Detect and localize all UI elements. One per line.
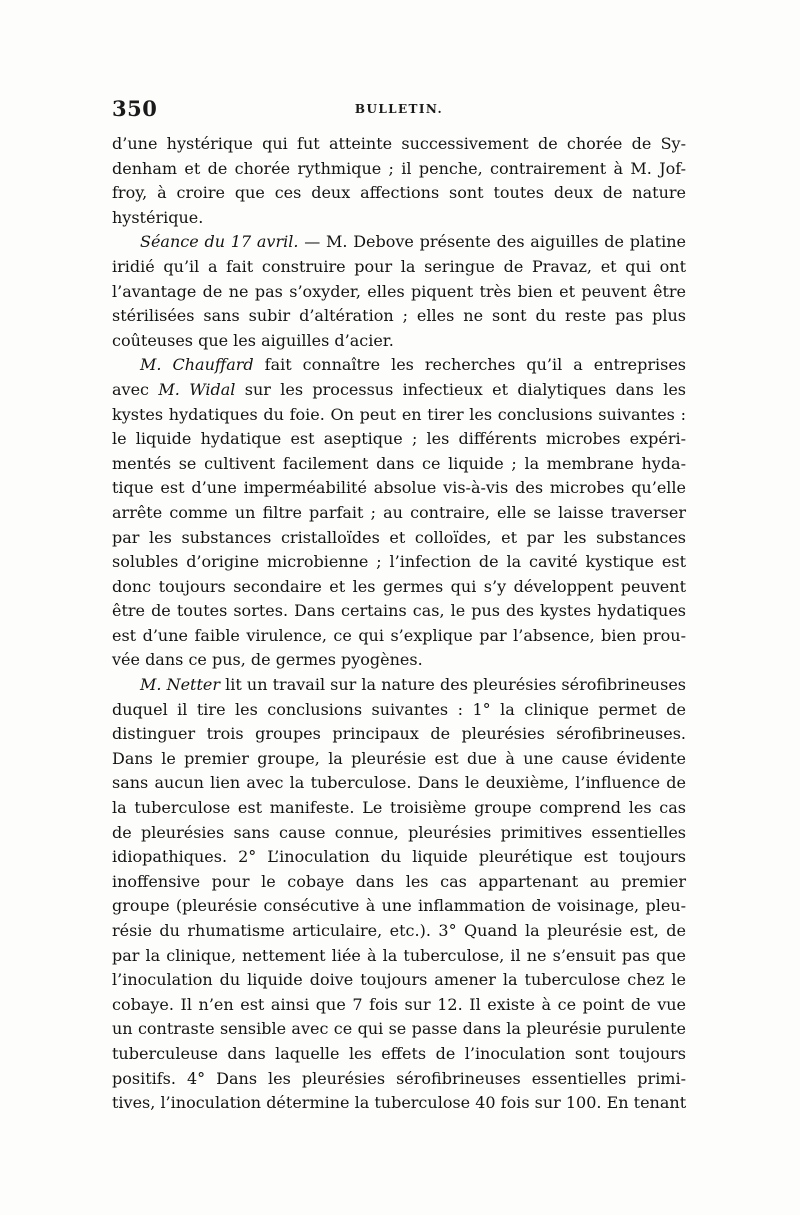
text-line: kystes hydatiques du foie. On peut en tirer les conclusions suivantes : xyxy=(112,404,686,424)
text-line: cobaye. Il n’en est ainsi que 7 fois sur 12. Il existe à ce point de vue xyxy=(112,994,686,1014)
text-line: être de toutes sortes. Dans certains cas, le pus des kystes hydatiques xyxy=(112,601,686,621)
text-line: inoffensive pour le cobaye dans les cas appartenant au premier xyxy=(112,871,686,891)
text-line: l’avantage de ne pas s’oxyder, elles piquent très bien et peuvent être xyxy=(112,281,686,301)
session-date: Séance du 17 avril. xyxy=(140,232,299,252)
author-name: M. Chauffard xyxy=(140,355,254,375)
text-line: par les substances cristalloïdes et colloïdes, et par les substances xyxy=(112,527,686,547)
text-line: tives, l’inoculation détermine la tuberculose 40 fois sur 100. En tenant xyxy=(112,1093,687,1113)
text-line: groupe (pleurésie consécutive à une inflammation de voisinage, pleu- xyxy=(112,896,686,916)
text-line: arrête comme un filtre parfait ; au contraire, elle se laisse traverser xyxy=(112,502,686,522)
text-line: mentés se cultivent facilement dans ce liquide ; la membrane hyda- xyxy=(112,453,686,473)
text-line: M. Netter lit un travail sur la nature des pleurésies sérofibrineuses xyxy=(140,675,686,695)
author-name: M. Widal xyxy=(158,379,236,399)
text-line: iridié qu’il a fait construire pour la seringue de Pravaz, et qui ont xyxy=(112,256,686,276)
text-line: sans aucun lien avec la tuberculose. Dans le deuxième, l’influence de xyxy=(112,773,686,793)
text-line: un contraste sensible avec ce qui se passe dans la pleurésie purulente xyxy=(112,1019,686,1039)
text-line: idiopathiques. 2° L’inoculation du liquide pleurétique est toujours xyxy=(112,847,686,867)
text-line: avec M. Widal sur les processus infectieux et dialytiques dans les xyxy=(112,379,687,399)
text-line: par la clinique, nettement liée à la tuberculose, il ne s’ensuit pas que xyxy=(112,945,686,965)
text-line: M. Chauffard fait connaître les recherches qu’il a entreprises xyxy=(140,355,686,375)
text-line: froy, à croire que ces deux affections sont toutes deux de nature xyxy=(112,183,686,203)
text-line: positifs. 4° Dans les pleurésies sérofibrineuses essentielles primi- xyxy=(112,1068,686,1088)
text-line: duquel il tire les conclusions suivantes : 1° la clinique permet de xyxy=(112,699,686,719)
text-line: solubles d’origine microbienne ; l’infection de la cavité kystique est xyxy=(112,552,686,572)
text-line: est d’une faible virulence, ce qui s’explique par l’absence, bien prou- xyxy=(112,625,686,645)
text-line: denham et de chorée rythmique ; il penche, contrairement à M. Jof- xyxy=(112,158,686,178)
text-line: tuberculeuse dans laquelle les effets de l’inoculation sont toujours xyxy=(112,1043,686,1063)
text-line: coûteuses que les aiguilles d’acier. xyxy=(112,330,394,350)
text-line: Séance du 17 avril. — M. Debove présente des aiguilles de platine xyxy=(140,232,686,252)
text-line: d’une hystérique qui fut atteinte successivement de chorée de Sy- xyxy=(112,134,686,153)
text-line: hystérique. xyxy=(112,207,204,227)
text-line: donc toujours secondaire et les germes qui s’y développent peuvent xyxy=(112,576,686,596)
page-number: 350 xyxy=(112,96,158,121)
text-line: de pleurésies sans cause connue, pleurésies primitives essentielles xyxy=(112,822,686,842)
text-line: Dans le premier groupe, la pleurésie est due à une cause évidente xyxy=(112,748,686,768)
text-line: la tuberculose est manifeste. Le troisième groupe comprend les cas xyxy=(112,798,686,818)
text-line: distinguer trois groupes principaux de pleurésies sérofibrineuses. xyxy=(112,724,686,744)
body-text xyxy=(112,132,686,1116)
text-line: résie du rhumatisme articulaire, etc.). 3° Quand la pleurésie est, de xyxy=(112,921,686,940)
text-line: tique est d’une imperméabilité absolue vis-à-vis des microbes qu’elle xyxy=(112,478,686,498)
author-name: M. Netter xyxy=(140,675,221,695)
text-line: le liquide hydatique est aseptique ; les différents microbes expéri- xyxy=(112,429,686,449)
text-line: vée dans ce pus, de germes pyogènes. xyxy=(112,650,423,670)
text-line: l’inoculation du liquide doive toujours amener la tuberculose chez le xyxy=(112,970,686,990)
text-line: stérilisées sans subir d’altération ; elles ne sont du reste pas plus xyxy=(112,306,686,326)
page-header xyxy=(112,96,686,126)
running-title: BULLETIN. xyxy=(354,102,444,116)
